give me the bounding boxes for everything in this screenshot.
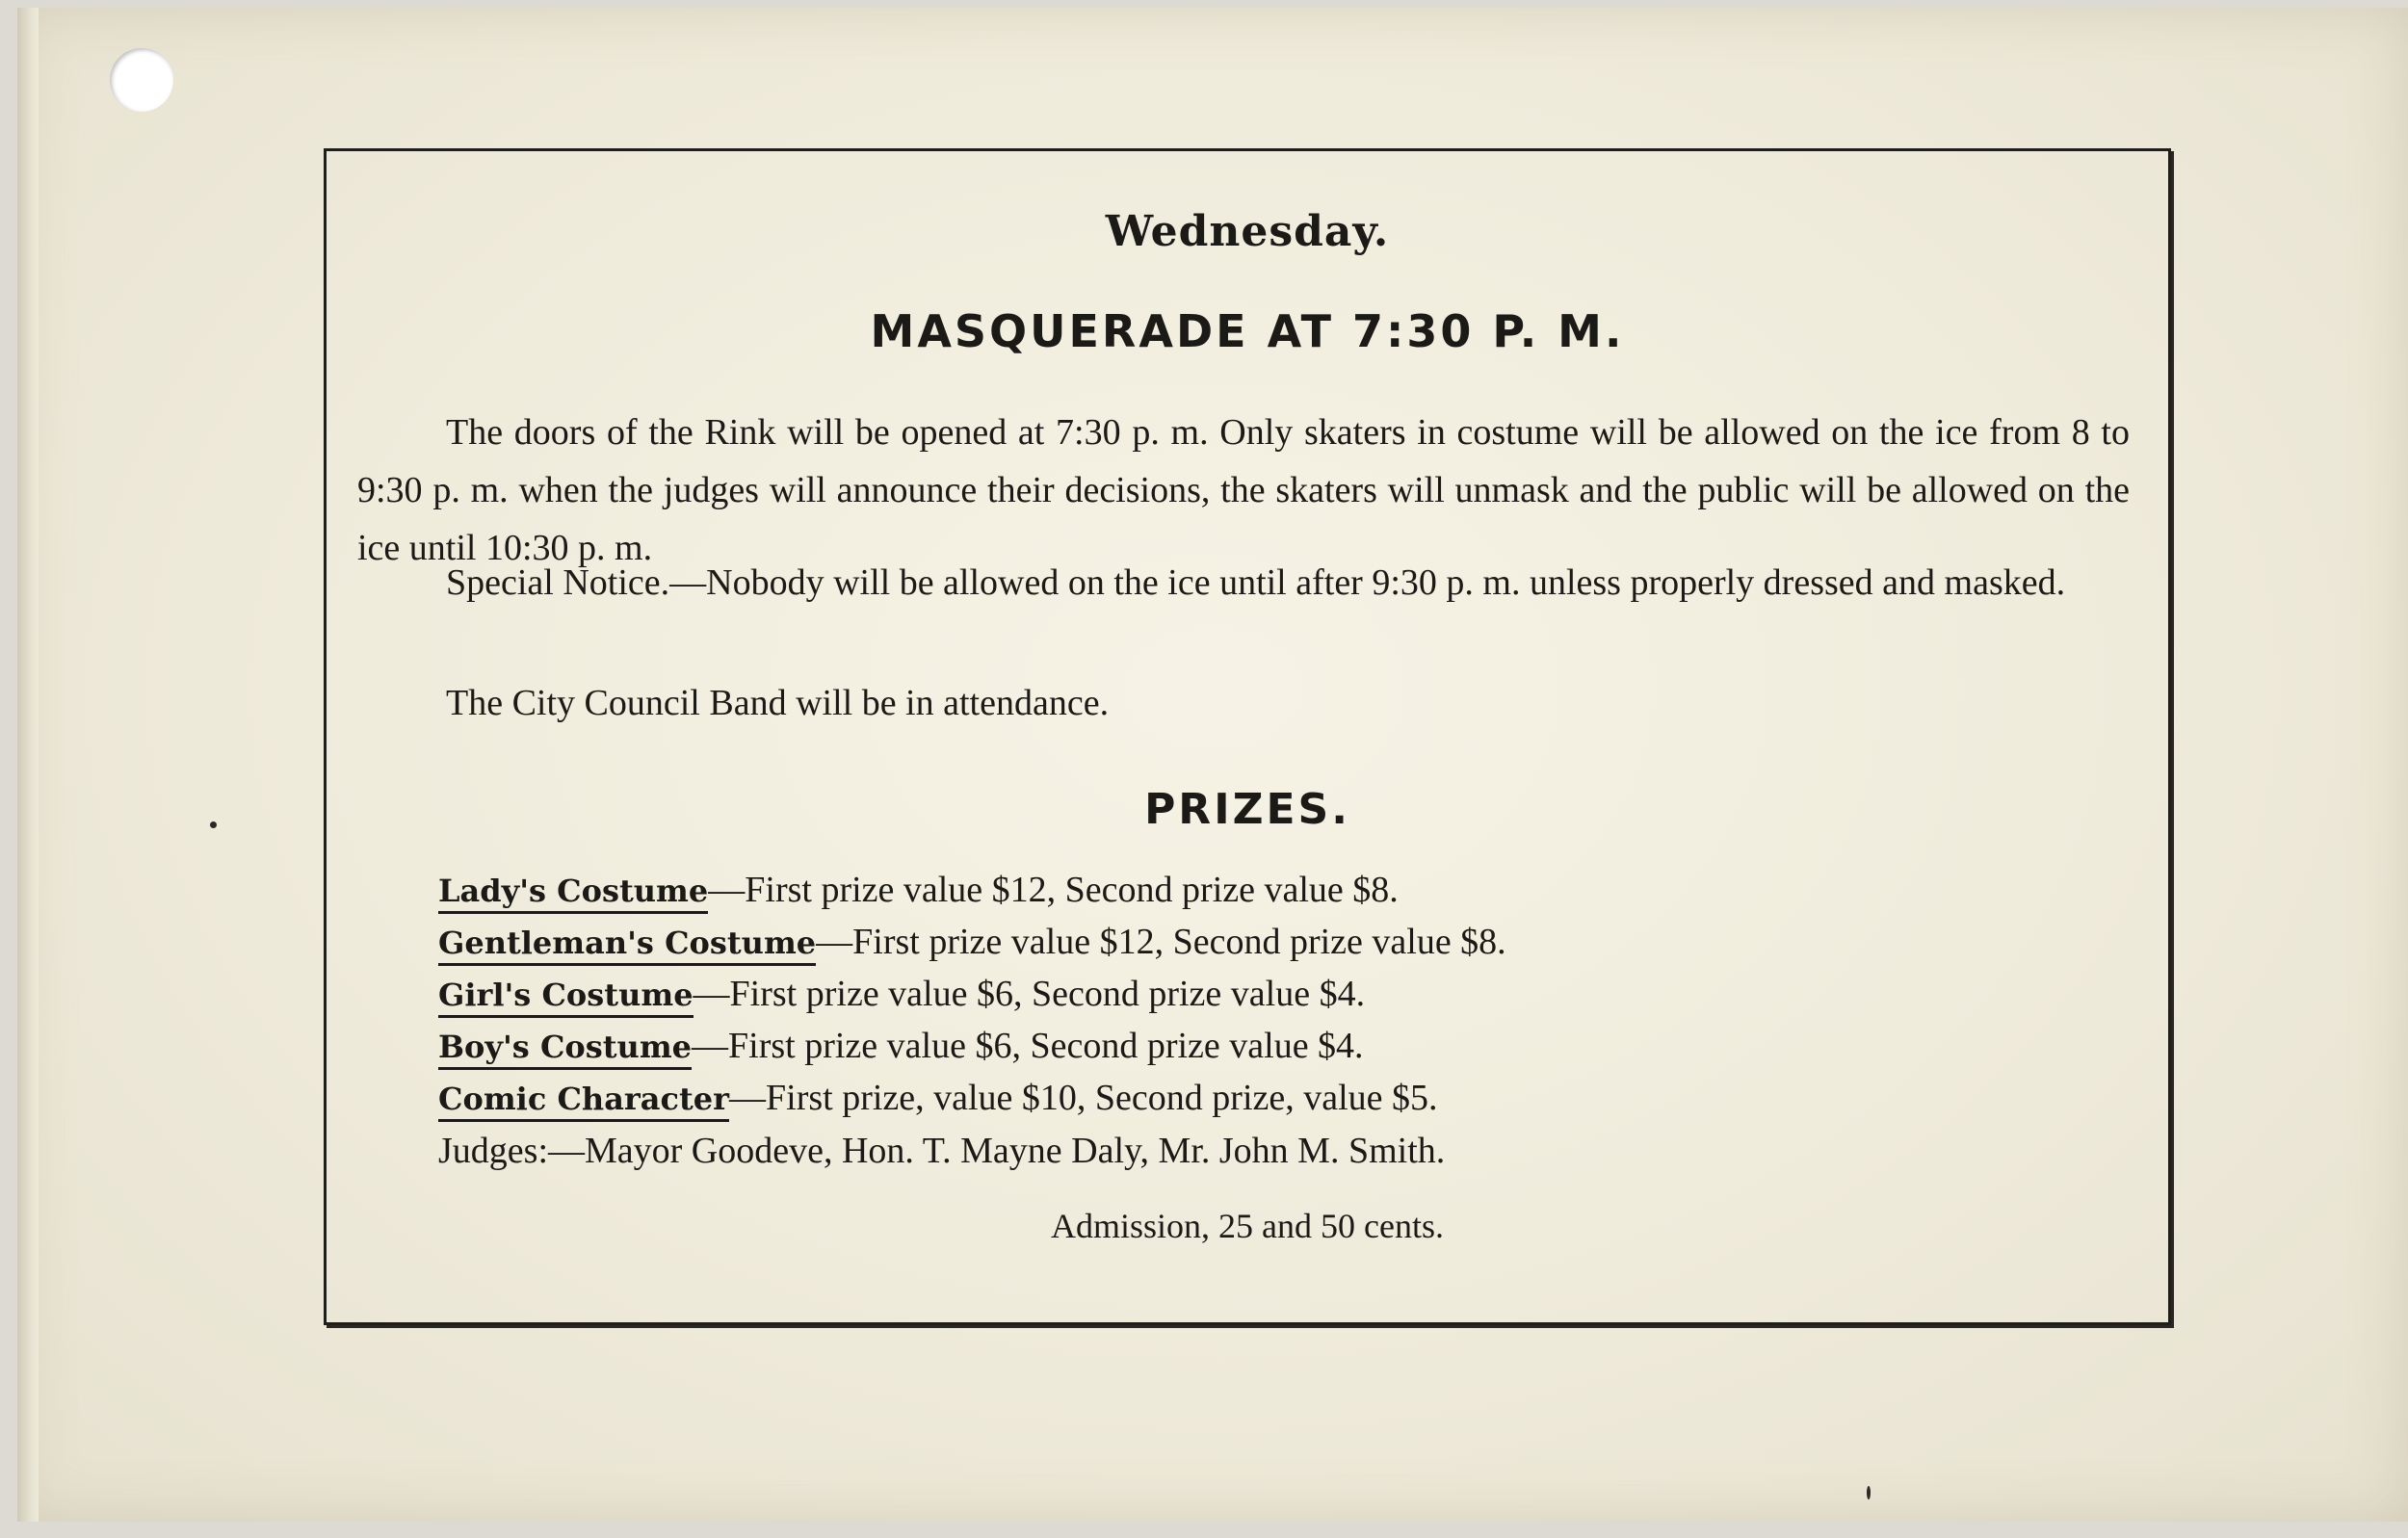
prize-row-girl: [438, 968, 1506, 1020]
prizes-heading: PRIZES.: [1144, 785, 1350, 834]
admission-line: Admission, 25 and 50 cents.: [1051, 1207, 1444, 1245]
doors-paragraph: The doors of the Rink will be opened at 7:30 p. m. Only skaters in costume will be allowed on the ice from 8 to 9:30 p. m. when the judges will announce their decisions, the skaters will unmask and the public will be allowed on the ice until 10:30 p. m.: [357, 412, 2130, 568]
program-page: [17, 8, 2408, 1522]
day-heading: Wednesday.: [1105, 207, 1390, 256]
prize-detail: —First prize value $12, Second prize value $8.: [816, 922, 1506, 962]
prize-category: Comic Character: [438, 1081, 729, 1122]
prize-category: Girl's Costume: [438, 977, 694, 1018]
prize-row-comic: [438, 1072, 1506, 1124]
punch-hole: [110, 48, 173, 112]
notice-frame: [324, 148, 2171, 1325]
prize-detail: —First prize value $12, Second prize value $8.: [708, 870, 1399, 910]
prize-detail: —First prize, value $10, Second prize, value $5.: [729, 1078, 1438, 1118]
ink-speck: [1867, 1486, 1871, 1499]
prize-row-lady: [438, 864, 1506, 916]
prize-row-gentleman: [438, 916, 1506, 968]
event-title: MASQUERADE AT 7:30 P. M.: [870, 305, 1625, 357]
prize-detail: —First prize value $6, Second prize value $4.: [692, 1026, 1364, 1066]
prize-category: Lady's Costume: [438, 873, 708, 914]
prize-category: Boy's Costume: [438, 1029, 692, 1070]
band-paragraph: The City Council Band will be in attendance.: [446, 683, 1110, 723]
prize-list: [438, 864, 1506, 1178]
special-notice-paragraph: Special Notice.—Nobody will be allowed on the ice until after 9:30 p. m. unless properly dressed and masked.: [446, 562, 2066, 603]
ink-speck: [210, 821, 217, 828]
prize-category: Gentleman's Costume: [438, 925, 816, 966]
prize-detail: —First prize value $6, Second prize value $4.: [693, 974, 1366, 1014]
judges-line: Judges:—Mayor Goodeve, Hon. T. Mayne Daly, Mr. John M. Smith.: [438, 1131, 1446, 1171]
page-spine: [17, 8, 39, 1522]
prize-row-boy: [438, 1020, 1506, 1072]
